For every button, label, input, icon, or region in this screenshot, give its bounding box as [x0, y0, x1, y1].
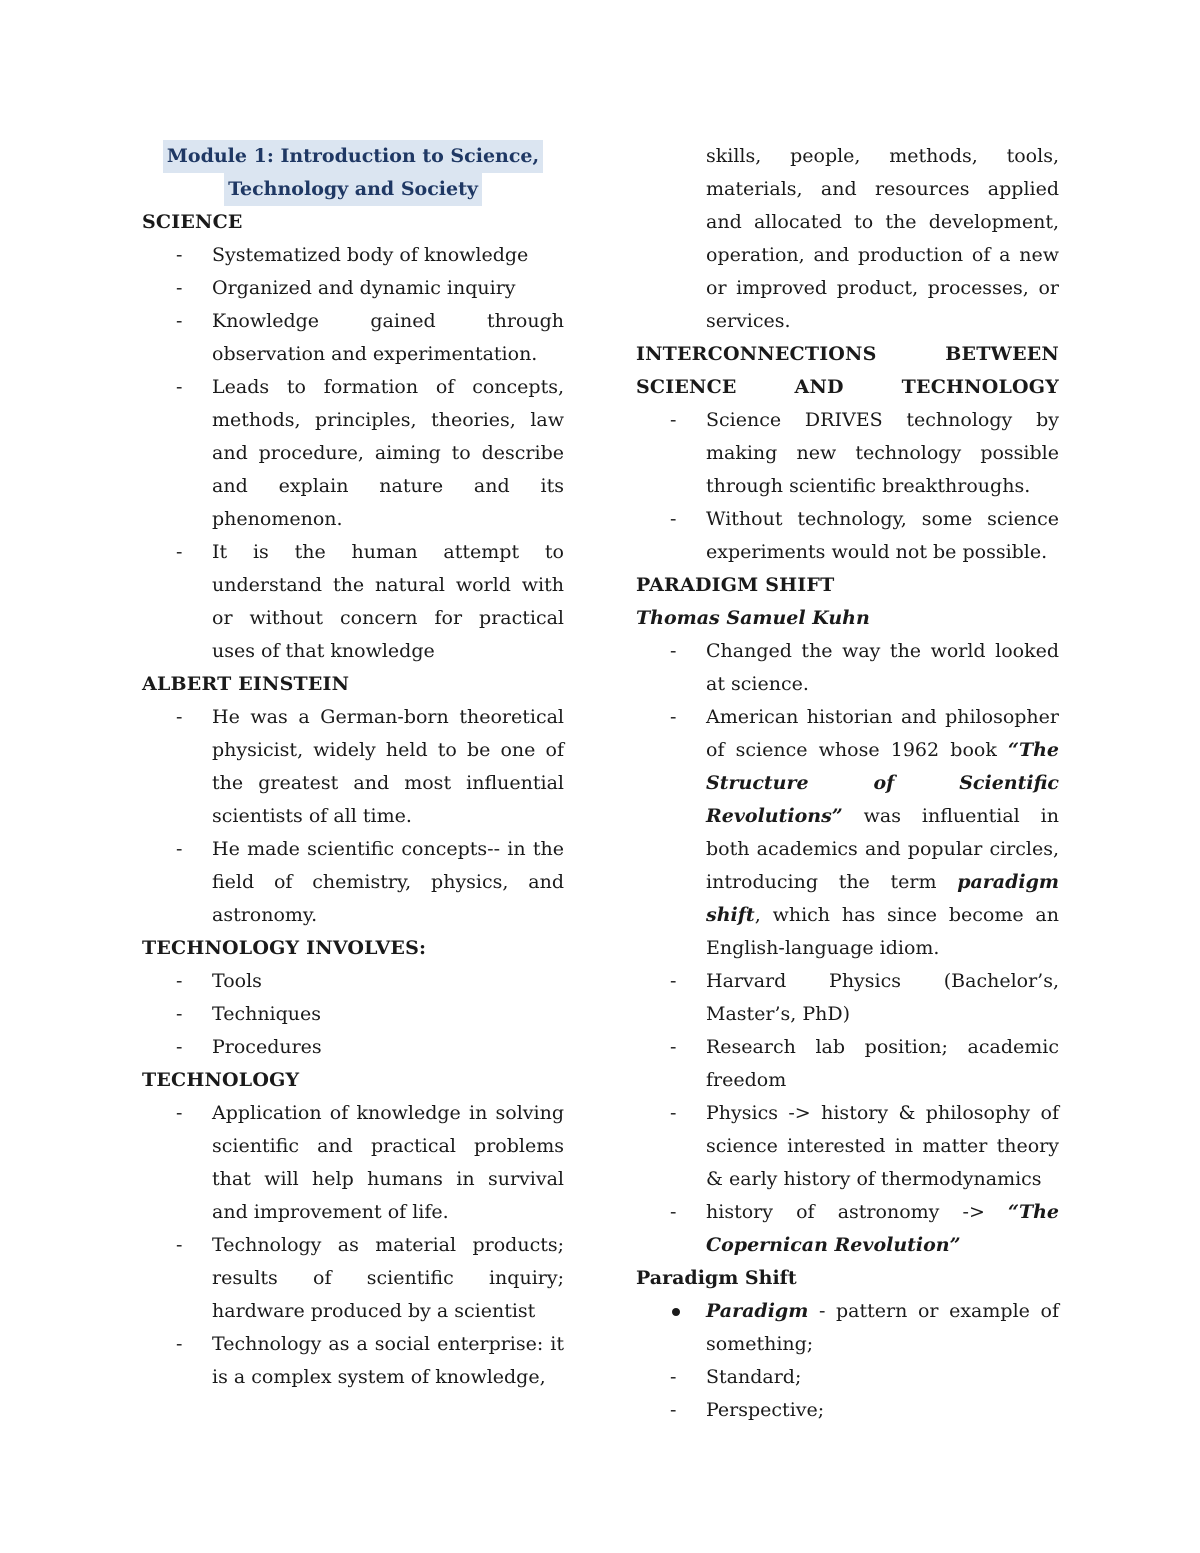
list-item: - Knowledge gained through observation and experimentation.	[176, 310, 564, 365]
kuhn-list	[636, 635, 1059, 1262]
technology-involves-list	[142, 965, 564, 1064]
interconnections-heading: INTERCONNECTIONS BETWEEN SCIENCE AND TECHNOLOGY	[636, 343, 1059, 398]
paradigm-list	[636, 1295, 1059, 1427]
list-item: - Physics -> history & philosophy of science interested in matter theory & early history of thermodynamics	[670, 1102, 1059, 1190]
list-item: Paradigm - pattern or example of something;	[706, 1300, 1059, 1355]
book-title: “The Structure of Scientific Revolutions”	[706, 739, 1059, 827]
list-item: - Harvard Physics (Bachelor’s, Master’s, PhD)	[670, 970, 1059, 1025]
book-title: “The Copernican Revolution”	[706, 1201, 1059, 1256]
list-item: - He made scientific concepts-- in the field of chemistry, physics, and astronomy.	[176, 838, 564, 926]
list-item: - Technology as material products; results of scientific inquiry; hardware produced by a scientist	[176, 1234, 564, 1322]
list-item: - history of astronomy -> “The Copernican Revolution”	[670, 1201, 1059, 1256]
title-line-1: Module 1: Introduction to Science,	[163, 140, 543, 173]
list-item: - American historian and philosopher of science whose 1962 book “The Structure of Scientific Revolutions” was influential in both academics and popular circles, introducing the term paradigm shift, which has since become an English-language idiom.	[670, 706, 1059, 959]
paradigm-shift-subheading: Paradigm Shift	[636, 1267, 797, 1289]
list-item: - Systematized body of knowledge	[176, 244, 529, 266]
list-item: - Technology as a social enterprise: it is a complex system of knowledge,	[176, 1333, 564, 1388]
kuhn-name: Thomas Samuel Kuhn	[636, 607, 870, 629]
list-item: - Tools	[176, 970, 262, 992]
technology-continuation: skills, people, methods, tools, materials, and resources applied and allocated to the development, operation, and production of a new or improved product, processes, or services.	[706, 145, 1059, 332]
list-item: - Organized and dynamic inquiry	[176, 277, 516, 299]
list-item: - Leads to formation of concepts, methods, principles, theories, law and procedure, aiming to describe and explain nature and its phenomenon.	[176, 376, 564, 530]
einstein-heading: ALBERT EINSTEIN	[142, 673, 350, 695]
page-title	[142, 140, 564, 206]
technology-heading: TECHNOLOGY	[142, 1069, 300, 1091]
list-item: - Research lab position; academic freedom	[670, 1036, 1059, 1091]
list-item: - Science DRIVES technology by making new technology possible through scientific breakthroughs.	[670, 409, 1059, 497]
list-item: - Procedures	[176, 1036, 322, 1058]
title-line-2: Technology and Society	[224, 173, 482, 206]
technology-involves-heading: TECHNOLOGY INVOLVES:	[142, 937, 427, 959]
science-list	[142, 239, 564, 668]
list-item: - Techniques	[176, 1003, 322, 1025]
term-paradigm-shift: paradigm shift	[706, 871, 1059, 926]
list-item: - He was a German-born theoretical physicist, widely held to be one of the greatest and most influential scientists of all time.	[176, 706, 564, 827]
list-item: - It is the human attempt to understand the natural world with or without concern for practical uses of that knowledge	[176, 541, 564, 662]
einstein-list	[142, 701, 564, 932]
list-item: - Standard;	[670, 1366, 802, 1388]
list-item: - Application of knowledge in solving scientific and practical problems that will help humans in survival and improvement of life.	[176, 1102, 564, 1223]
interconnections-list	[636, 404, 1059, 569]
paradigm-shift-heading: PARADIGM SHIFT	[636, 574, 835, 596]
left-column	[142, 140, 564, 1394]
right-column	[636, 140, 1059, 1427]
list-item: - Changed the way the world looked at science.	[670, 640, 1059, 695]
technology-list	[142, 1097, 564, 1394]
list-item: - Without technology, some science experiments would not be possible.	[670, 508, 1059, 563]
science-heading: SCIENCE	[142, 211, 243, 233]
list-item: - Perspective;	[670, 1399, 825, 1421]
